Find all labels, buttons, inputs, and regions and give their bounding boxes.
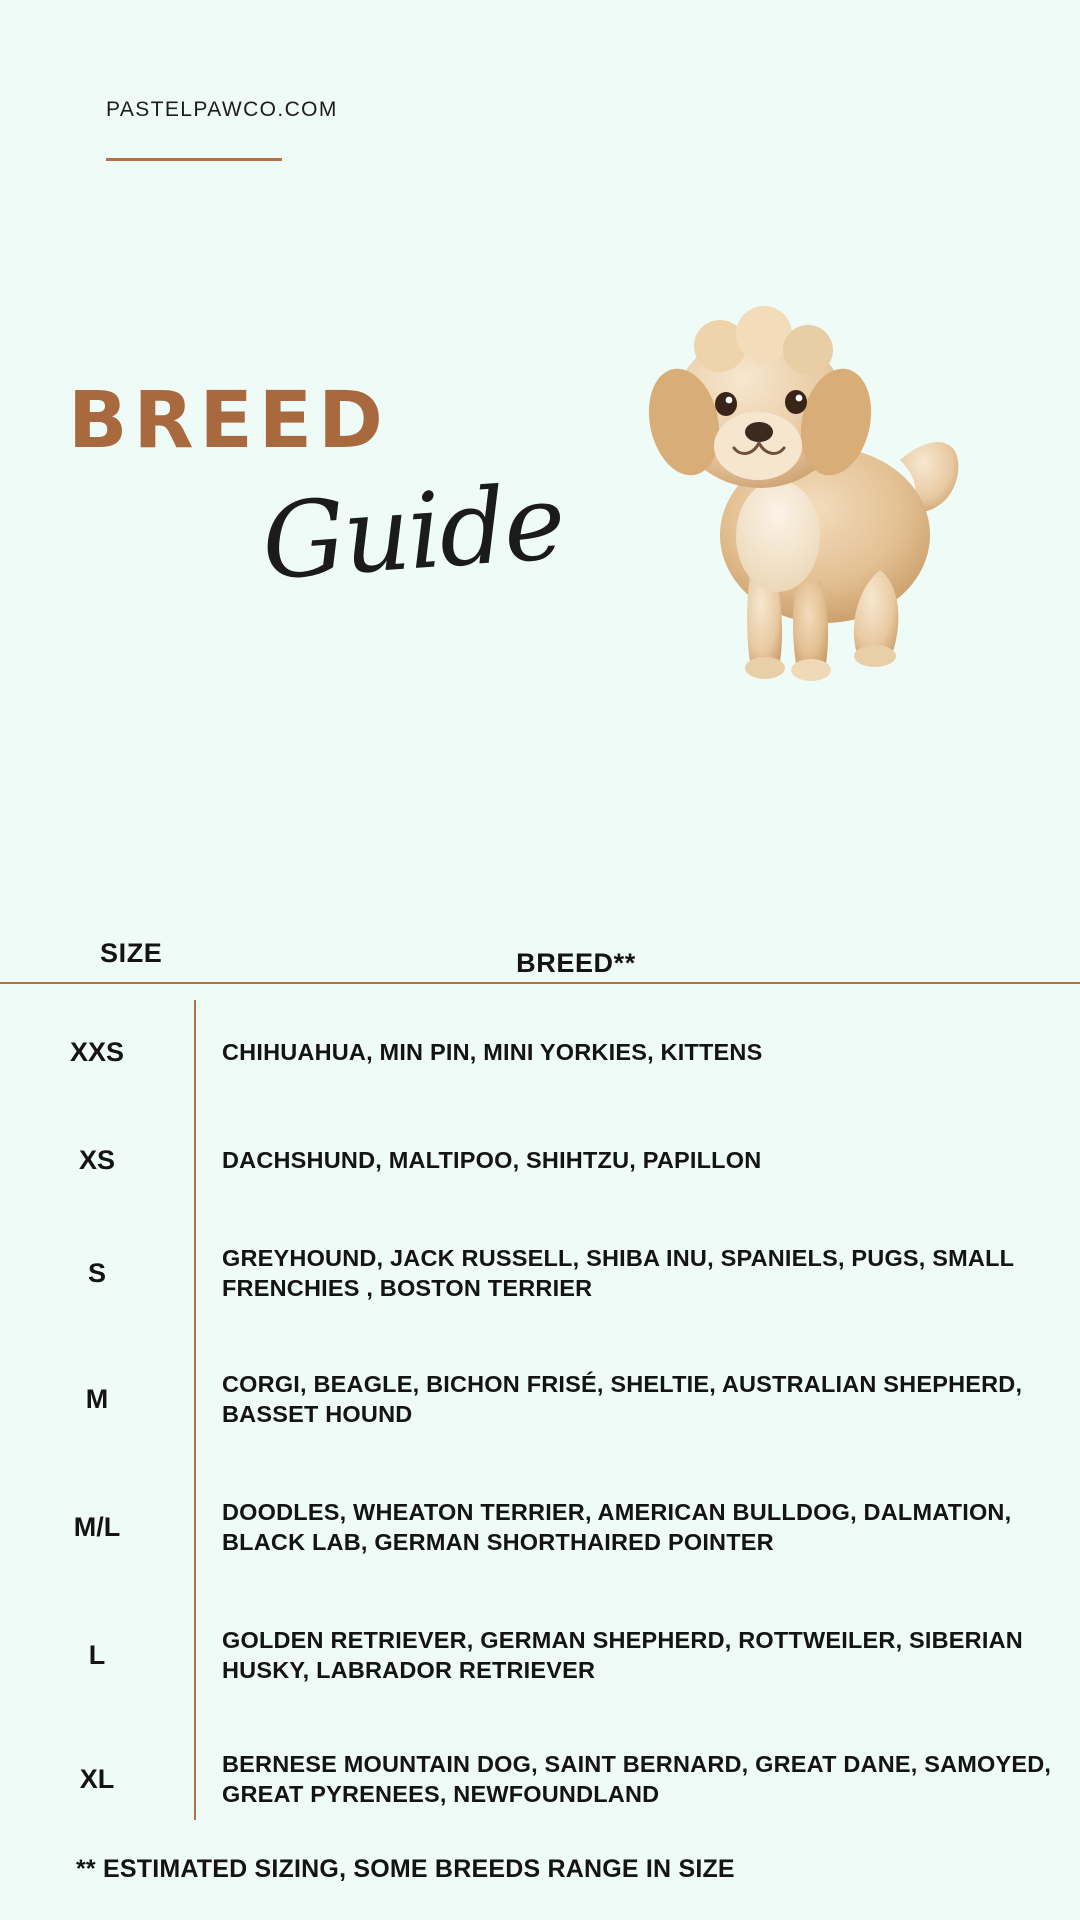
- row-size: S: [87, 1257, 106, 1288]
- page-title-breed: BREED: [68, 376, 389, 466]
- table-row: [0, 1216, 1080, 1330]
- row-breeds: BERNESE MOUNTAIN DOG, SAINT BERNARD, GREAT DANE, SAMOYED, GREAT PYRENEES, NEWFOUNDLAND: [222, 1750, 1052, 1807]
- brand-divider: [106, 158, 282, 161]
- footnote: ** ESTIMATED SIZING, SOME BREEDS RANGE IN SIZE: [76, 1855, 735, 1883]
- header-divider: [0, 982, 1080, 984]
- table-row: [0, 1342, 1080, 1456]
- row-breeds: CORGI, BEAGLE, BICHON FRISÉ, SHELTIE, AUSTRALIAN SHEPHERD, BASSET HOUND: [222, 1370, 1023, 1427]
- column-header-breed: BREED**: [516, 948, 636, 978]
- page-title-guide: Guide: [258, 460, 568, 604]
- row-size: XXS: [69, 1036, 125, 1067]
- row-size: XL: [79, 1763, 115, 1794]
- row-size: M/L: [73, 1511, 121, 1542]
- row-breeds: DOODLES, WHEATON TERRIER, AMERICAN BULLDOG, DALMATION, BLACK LAB, GERMAN SHORTHAIRED POINTER: [222, 1498, 1012, 1555]
- table-row: [0, 1470, 1080, 1584]
- table-row: [0, 1598, 1080, 1712]
- row-breeds: CHIHUAHUA, MIN PIN, MINI YORKIES, KITTENS: [222, 1038, 763, 1065]
- row-breeds: DACHSHUND, MALTIPOO, SHIHTZU, PAPILLON: [222, 1146, 762, 1173]
- table-row: [0, 1000, 1080, 1104]
- row-size: XS: [78, 1144, 116, 1175]
- row-breeds: GOLDEN RETRIEVER, GERMAN SHEPHERD, ROTTWEILER, SIBERIAN HUSKY, LABRADOR RETRIEVER: [222, 1626, 1023, 1683]
- table-row: [0, 1108, 1080, 1212]
- row-size: M: [85, 1383, 109, 1414]
- brand-name: PASTELPAWCO.COM: [106, 98, 338, 121]
- table-row: [0, 1722, 1080, 1836]
- row-size: L: [88, 1639, 106, 1670]
- cavapoo-puppy-illustration: [600, 290, 1020, 710]
- row-breeds: GREYHOUND, JACK RUSSELL, SHIBA INU, SPANIELS, PUGS, SMALL FRENCHIES , BOSTON TERRIER: [222, 1244, 1014, 1301]
- column-header-size: SIZE: [100, 938, 163, 968]
